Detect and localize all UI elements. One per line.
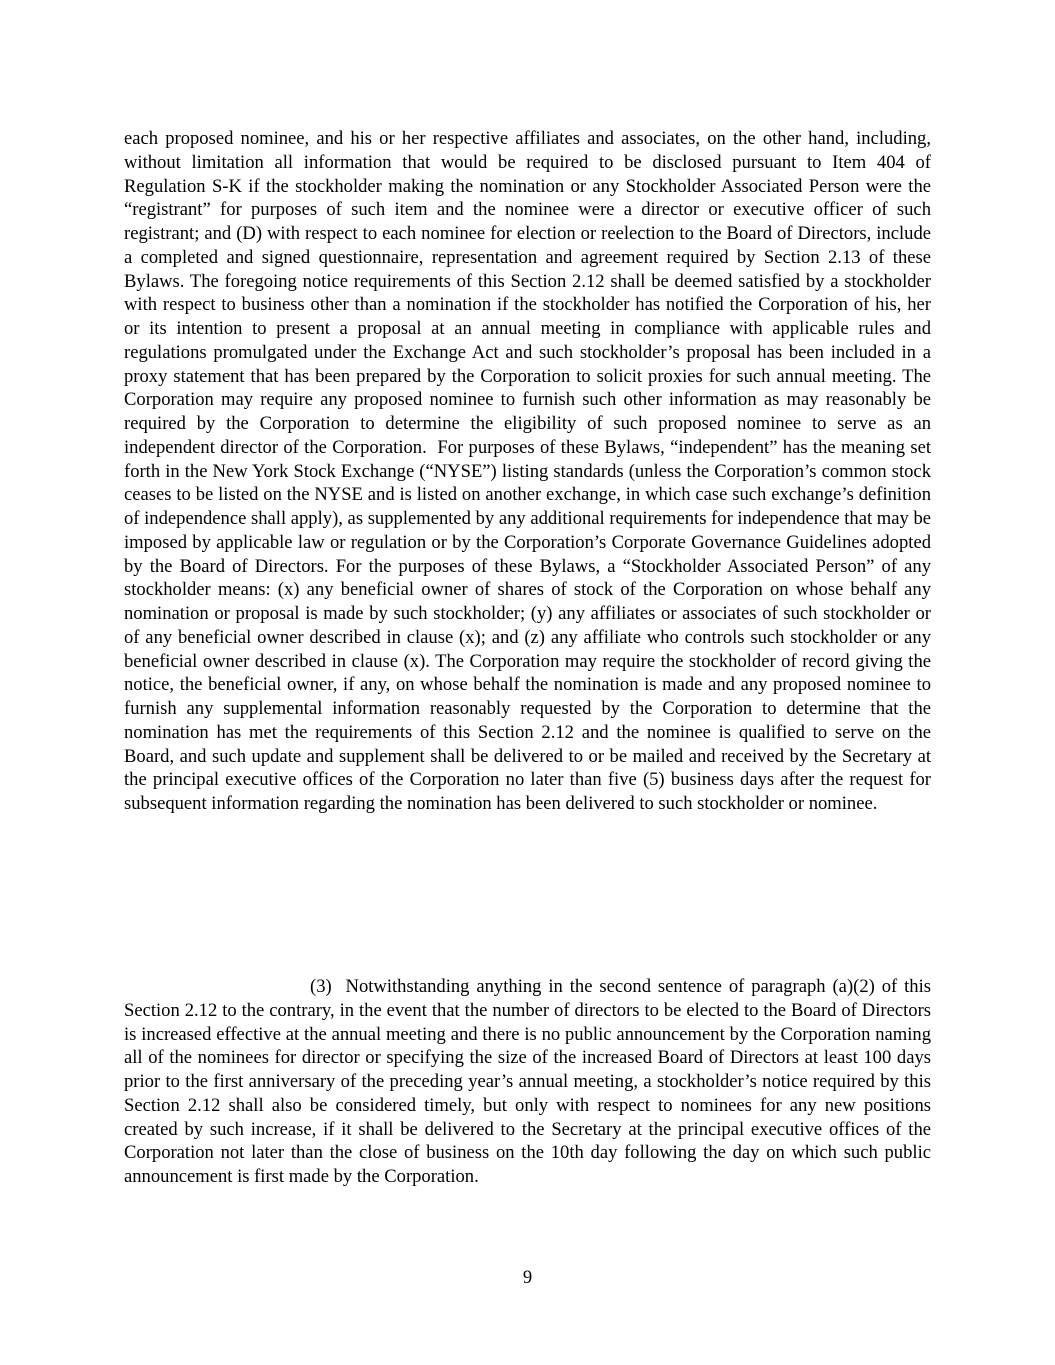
page-number: 9 [522, 1267, 533, 1288]
body-paragraph-3: (3) Notwithstanding anything in the second sentence of paragraph (a)(2) of this Section 2.12 to the contrary, in the event that the number of directors to be elected to the Board of Directors is increased effective at the annual meeting and there is no public announcement by the Corporation naming all of the nominees for director or specifying the size of the increased Board of Directors at least 100 days prior to the first anniversary of the preceding year’s annual meeting, a stockholder’s notice required by this Section 2.12 shall also be considered timely, but only with respect to nominees for any new positions created by such increase, if it shall be delivered to the Secretary at the principal executive offices of the Corporation not later than the close of business on the 10th day following the day on which such public announcement is first made by the Corporation. [124, 976, 931, 1187]
body-paragraph-continuation: each proposed nominee, and his or her respective affiliates and associates, on the other hand, including, without limitation all information that would be required to be disclosed pursuant to Item 404 of Regulation S-K if the stockholder making the nomination or any Stockholder Associated Person were the “registrant” for purposes of such item and the nominee were a director or executive officer of such registrant; and (D) with respect to each nominee for election or reelection to the Board of Directors, include a completed and signed questionnaire, representation and agreement required by Section 2.13 of these Bylaws. The foregoing notice requirements of this Section 2.12 shall be deemed satisfied by a stockholder with respect to business other than a nomination if the stockholder has notified the Corporation of his, her or its intention to present a proposal at an annual meeting in compliance with applicable rules and regulations promulgated under the Exchange Act and such stockholder’s proposal has been included in a proxy statement that has been prepared by the Corporation to solicit proxies for such annual meeting. The Corporation may require any proposed nominee to furnish such other information as may reasonably be required by the Corporation to determine the eligibility of such proposed nominee to serve as an independent director of the Corporation. For purposes of these Bylaws, “independent” has the meaning set forth in the New York Stock Exchange (“NYSE”) listing standards (unless the Corporation’s common stock ceases to be listed on the NYSE and is listed on another exchange, in which case such exchange’s definition of independence shall apply), as supplemented by any additional requirements for independence that may be imposed by applicable law or regulation or by the Corporation’s Corporate Governance Guidelines adopted by the Board of Directors. For the purposes of these Bylaws, a “Stockholder Associated Person” of any stockholder means: (x) any beneficial owner of shares of stock of the Corporation on whose behalf any nomination or proposal is made by such stockholder; (y) any affiliates or associates of such stockholder or of any beneficial owner described in clause (x); and (z) any affiliate who controls such stockholder or any beneficial owner described in clause (x). The Corporation may require the stockholder of record giving the notice, the beneficial owner, if any, on whose behalf the nomination is made and any proposed nominee to furnish any supplemental information reasonably requested by the Corporation to determine that the nomination has met the requirements of this Section 2.12 and the nominee is qualified to serve on the Board, and such update and supplement shall be delivered to or be mailed and received by the Secretary at the principal executive offices of the Corporation no later than five (5) business days after the request for subsequent information regarding the nomination has been delivered to such stockholder or nominee. [124, 128, 932, 814]
